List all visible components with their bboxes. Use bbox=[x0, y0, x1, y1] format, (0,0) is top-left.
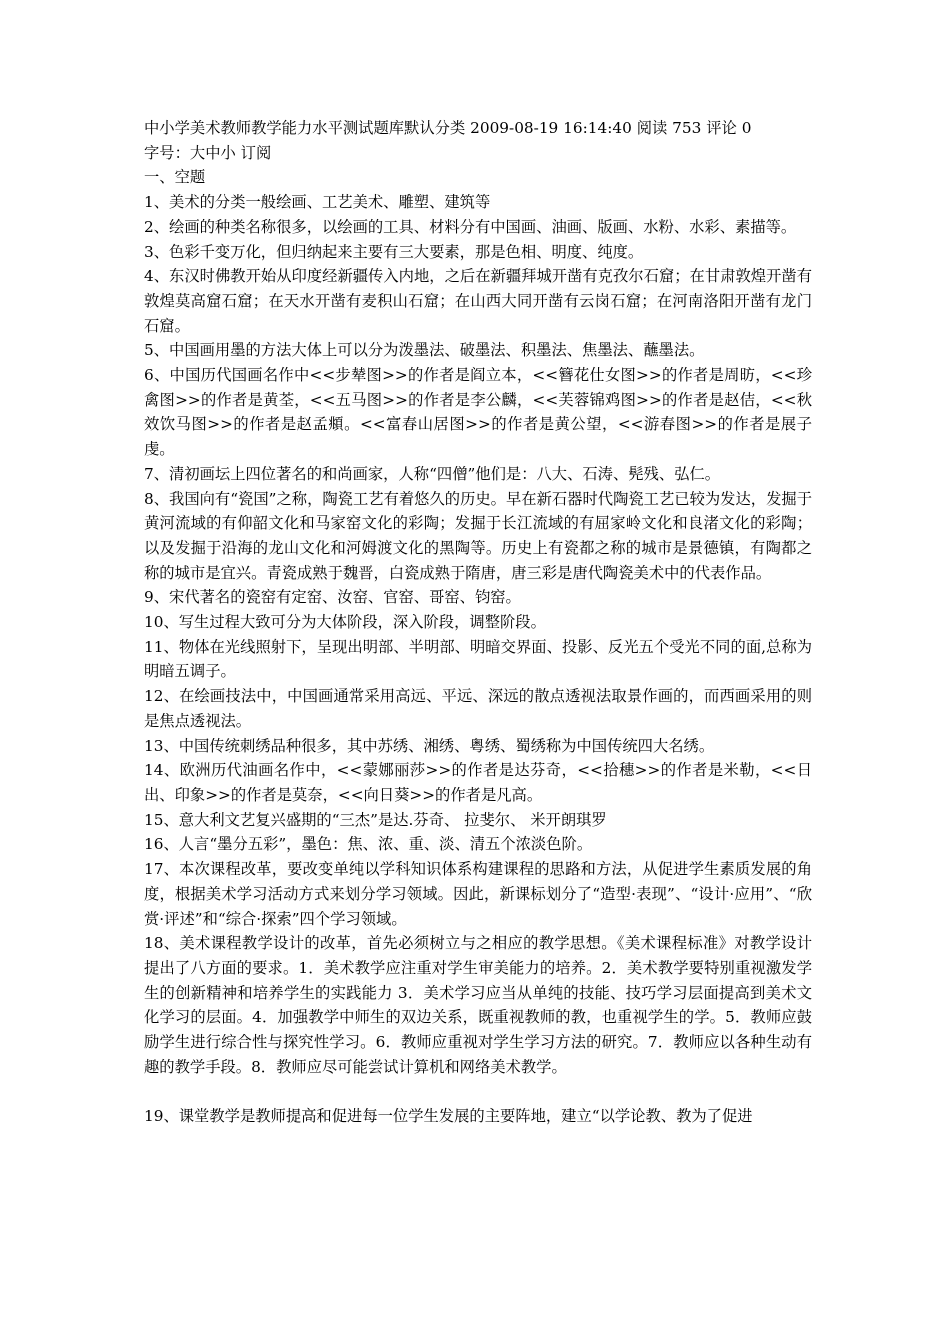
question-item: 7、清初画坛上四位著名的和尚画家，人称“四僧”他们是：八大、石涛、髡残、弘仁。 bbox=[144, 464, 721, 483]
question-item: 15、意大利文艺复兴盛期的“三杰”是达.芬奇、 拉斐尔、 米开朗琪罗 bbox=[144, 810, 607, 829]
question-item: 2、绘画的种类名称很多，以绘画的工具、材料分有中国画、油画、版画、水粉、水彩、素描等。 bbox=[144, 217, 797, 236]
question-item: 8、我国向有“瓷国”之称，陶瓷工艺有着悠久的历史。早在新石器时代陶瓷工艺已较为发达，发掘于黄河流域的有仰韶文化和马家窑文化的彩陶；发掘于长江流域的有屈家岭文化和良渚文化的彩陶；以及发掘于沿海的龙山文化和河姆渡文化的黑陶等。历史上有瓷都之称的城市是景德镇，有陶都之称的城市是宜兴。青瓷成熟于魏晋，白瓷成熟于隋唐，唐三彩是唐代陶瓷美术中的代表作品。 bbox=[144, 489, 812, 582]
question-item: 5、中国画用墨的方法大体上可以分为泼墨法、破墨法、积墨法、焦墨法、蘸墨法。 bbox=[144, 341, 705, 360]
question-item: 12、在绘画技法中，中国画通常采用高远、平远、深远的散点透视法取景作画的，而西画采用的则是焦点透视法。 bbox=[144, 687, 812, 730]
header-line: 中小学美术教师教学能力水平测试题库默认分类 2009-08-19 16:14:40 阅读 753 评论 0 bbox=[144, 119, 752, 137]
question-item: 6、中国历代国画名作中<<步辇图>>的作者是阎立本，<<簪花仕女图>>的作者是周昉，<<珍禽图>>的作者是黄荃，<<五马图>>的作者是李公麟，<<芙蓉锦鸡图>>的作者是赵佶，<<秋效饮马图>>的作者是赵孟頫。<<富春山居图>>的作者是黄公望，<<游春图>>的作者是展子虔。 bbox=[144, 366, 812, 459]
question-item: 13、中国传统刺绣品种很多，其中苏绣、湘绣、粤绣、蜀绣称为中国传统四大名绣。 bbox=[144, 736, 715, 755]
question-item-last: 19、课堂教学是教师提高和促进每一位学生发展的主要阵地，建立“以学论教、教为了促进 bbox=[144, 1107, 753, 1126]
question-item: 16、人言“墨分五彩”，墨色：焦、浓、重、淡、清五个浓淡色阶。 bbox=[144, 835, 593, 854]
question-item: 18、美术课程教学设计的改革，首先必须树立与之相应的教学思想。《美术课程标准》对教学设计提出了八方面的要求。1．美术教学应注重对学生审美能力的培养。2．美术教学要特别重视激发学生的创新精神和培养学生的实践能力 3．美术学习应当从单纯的技能、技巧学习层面提高到美术文化学习的层面。4．加强教学中师生的双边关系，既重视教师的教，也重视学生的学。5．教师应鼓励学生进行综合性与探究性学习。6．教师应重视对学生学习方法的研究。7．教师应以各种生动有趣的教学手段。8．教师应尽可能尝试计算机和网络美术教学。 bbox=[144, 934, 812, 1076]
question-item: 10、写生过程大致可分为大体阶段，深入阶段，调整阶段。 bbox=[144, 613, 546, 632]
question-item: 17、本次课程改革，要改变单纯以学科知识体系构建课程的思路和方法，从促进学生素质发展的角度，根据美术学习活动方式来划分学习领域。因此，新课标划分了“造型·表现”、“设计·应用”、“欣赏·评述”和“综合·探索”四个学习领域。 bbox=[144, 860, 812, 928]
document-page bbox=[144, 116, 812, 1129]
question-item: 1、美术的分类一般绘画、工艺美术、雕塑、建筑等 bbox=[144, 193, 491, 212]
question-item: 11、物体在光线照射下，呈现出明部、半明部、明暗交界面、投影、反光五个受光不同的面,总称为明暗五调子。 bbox=[144, 637, 812, 681]
section-title: 一、空题 bbox=[144, 168, 206, 187]
question-item: 9、宋代著名的瓷窑有定窑、汝窑、官窑、哥窑、钧窑。 bbox=[144, 588, 521, 607]
question-item: 14、欧洲历代油画名作中，<<蒙娜丽莎>>的作者是达芬奇，<<拾穗>>的作者是米勒，<<日出、印象>>的作者是莫奈，<<向日葵>>的作者是凡高。 bbox=[144, 761, 812, 804]
question-item: 4、东汉时佛教开始从印度经新疆传入内地，之后在新疆拜城开凿有克孜尔石窟；在甘肃敦煌开凿有敦煌莫高窟石窟；在天水开凿有麦积山石窟；在山西大同开凿有云岗石窟；在河南洛阳开凿有龙门石窟。 bbox=[144, 267, 812, 335]
font-size-line: 字号：大中小 订阅 bbox=[144, 143, 272, 162]
paragraph-gap bbox=[144, 1079, 812, 1104]
question-item: 3、色彩千变万化，但归纳起来主要有三大要素，那是色相、明度、纯度。 bbox=[144, 242, 644, 261]
